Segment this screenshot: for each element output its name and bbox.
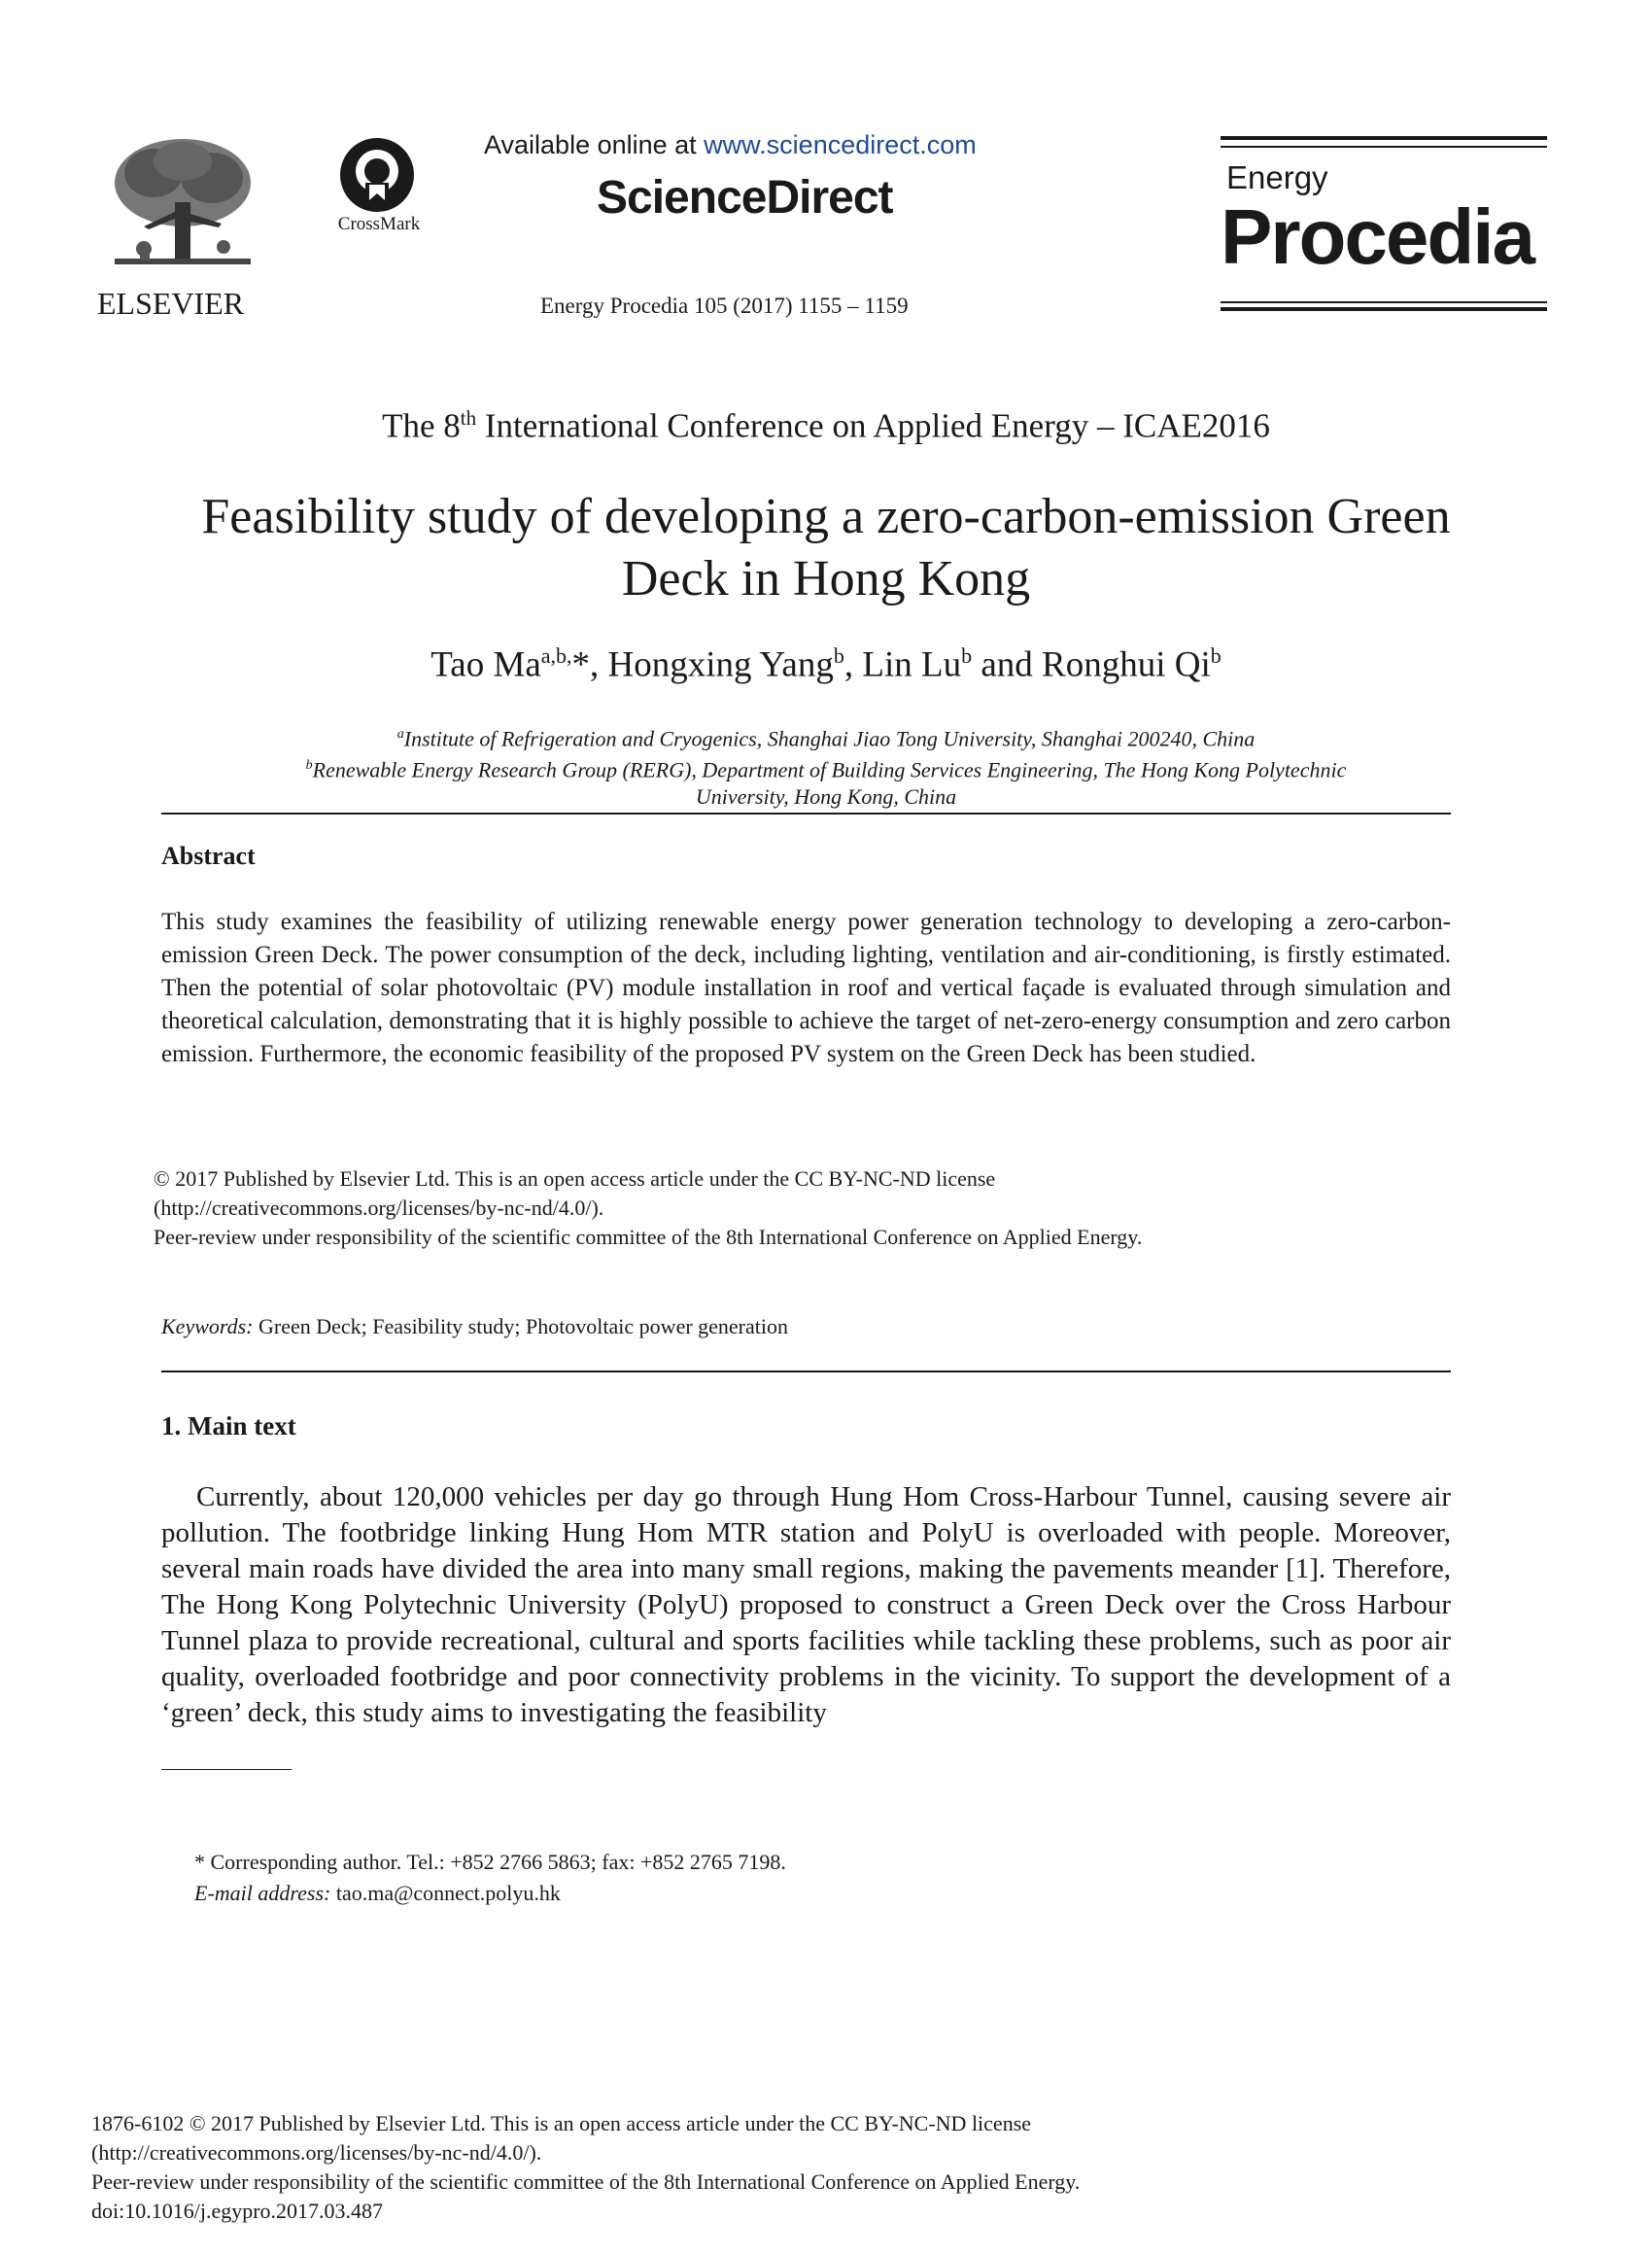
footnote bbox=[194, 1847, 786, 1909]
journal-citation: Energy Procedia 105 (2017) 1155 – 1159 bbox=[540, 294, 909, 318]
email-address[interactable]: tao.ma@connect.polyu.hk bbox=[330, 1881, 561, 1905]
procedia-top-rule bbox=[1221, 136, 1547, 140]
bottom-peer-review-line: Peer-review under responsibility of the scientific committee of the 8th International Conference on Applied Energy. bbox=[91, 2169, 1081, 2194]
license-link[interactable]: (http://creativecommons.org/licenses/by-nc-nd/4.0/). bbox=[154, 1196, 604, 1220]
abstract-heading: Abstract bbox=[161, 842, 256, 870]
author-name: Tao Ma bbox=[430, 644, 541, 685]
author-name: , Lin Lu bbox=[843, 644, 962, 685]
bottom-license-link[interactable]: (http://creativecommons.org/licenses/by-nc-nd/4.0/). bbox=[91, 2140, 542, 2165]
procedia-bottom-rule-thin bbox=[1221, 301, 1547, 303]
journal-name-energy: Energy bbox=[1226, 159, 1328, 195]
abstract-top-rule bbox=[161, 813, 1451, 815]
author-sup: b bbox=[833, 643, 844, 668]
keywords-list: Green Deck; Feasibility study; Photovoltaic power generation bbox=[253, 1314, 788, 1338]
affiliation-a-text: Institute of Refrigeration and Cryogenics, Shanghai Jiao Tong University, Shanghai 200240, China bbox=[403, 726, 1256, 751]
elsevier-tree-logo-icon bbox=[105, 134, 260, 280]
journal-name-procedia: Procedia bbox=[1221, 193, 1533, 280]
affiliation-b-line-1: Renewable Energy Research Group (RERG), Department of Building Services Engineering, The Hong Kong Polytechnic bbox=[312, 757, 1347, 782]
abstract-text: This study examines the feasibility of utilizing renewable energy power generation technology to developing a zero-carbon-emission Green Deck. The power consumption of the deck, including lighting, ventilation and air-conditioning, is firstly estimated. Then the potential of solar photovoltaic (PV) module installation in roof and vertical façade is evaluated through simulation and theoretical calculation, demonstrating that it is highly possible to achieve the target of net-zero-energy consumption and zero carbon emission. Furthermore, the economic feasibility of the proposed PV system on the Green Deck has been studied. bbox=[161, 909, 1451, 1067]
paper-title bbox=[146, 486, 1506, 610]
conference-post: International Conference on Applied Energy – ICAE2016 bbox=[476, 406, 1270, 445]
procedia-top-rule-thin bbox=[1221, 146, 1547, 148]
affiliation-b bbox=[146, 750, 1506, 785]
procedia-bottom-rule bbox=[1221, 307, 1547, 311]
bottom-copyright bbox=[91, 2109, 1080, 2226]
crossmark-label: CrossMark bbox=[337, 214, 421, 234]
conference-name bbox=[0, 406, 1652, 446]
title-line-2: Deck in Hong Kong bbox=[621, 551, 1031, 607]
abstract-bottom-rule bbox=[161, 1370, 1451, 1372]
affiliation-a-sup: a bbox=[396, 727, 404, 742]
conference-sup: th bbox=[460, 406, 477, 430]
author-name: , Hongxing Yang bbox=[590, 644, 834, 685]
corresponding-star: * bbox=[571, 644, 591, 685]
sciencedirect-logo: ScienceDirect bbox=[597, 172, 893, 224]
footnote-rule bbox=[161, 1769, 292, 1770]
body-paragraph bbox=[161, 1479, 1451, 1731]
author-list bbox=[0, 643, 1652, 685]
available-online-text bbox=[484, 130, 977, 160]
doi-line[interactable]: doi:10.1016/j.egypro.2017.03.487 bbox=[91, 2199, 384, 2223]
author-sup: b bbox=[1210, 643, 1222, 668]
email-line bbox=[194, 1878, 786, 1909]
elsevier-wordmark: ELSEVIER bbox=[97, 286, 245, 321]
copyright-line-1: © 2017 Published by Elsevier Ltd. This is an open access article under the CC BY-NC-ND license bbox=[154, 1166, 996, 1191]
email-label: E-mail address: bbox=[194, 1881, 331, 1905]
conference-pre: The 8 bbox=[382, 406, 461, 445]
peer-review-line: Peer-review under responsibility of the scientific committee of the 8th International Conference on Applied Energy. bbox=[154, 1225, 1143, 1249]
issn-copyright-line: 1876-6102 © 2017 Published by Elsevier Ltd. This is an open access article under the CC BY-NC-ND license bbox=[91, 2111, 1032, 2135]
keywords bbox=[161, 1314, 788, 1339]
body-paragraph-text: Currently, about 120,000 vehicles per day go through Hung Hom Cross-Harbour Tunnel, causing severe air pollution. The footbridge linking Hung Hom MTR station and PolyU is overloaded with people. Moreover, several main roads have divided the area into many small regions, making the pavements meander [1]. Therefore, The Hong Kong Polytechnic University (PolyU) proposed to construct a Green Deck over the Cross Harbour Tunnel plaza to provide recreational, cultural and sports facilities while tackling these problems, such as poor air quality, overloaded footbridge and poor connectivity problems in the vicinity. To support the development of a ‘green’ deck, this study aims to investigating the feasibility bbox=[161, 1481, 1451, 1728]
sciencedirect-link[interactable]: www.sciencedirect.com bbox=[704, 130, 977, 159]
corresponding-author-note: * Corresponding author. Tel.: +852 2766 5863; fax: +852 2765 7198. bbox=[194, 1850, 786, 1874]
section-heading: 1. Main text bbox=[161, 1411, 296, 1440]
copyright-block bbox=[154, 1164, 1417, 1252]
crossmark-icon[interactable] bbox=[336, 134, 418, 216]
title-line-1: Feasibility study of developing a zero-carbon-emission Green bbox=[201, 489, 1451, 544]
available-prefix: Available online at bbox=[484, 130, 705, 159]
author-sup: b bbox=[961, 643, 973, 668]
affiliation-b-line-2: University, Hong Kong, China bbox=[695, 784, 957, 809]
author-sup: a,b, bbox=[540, 643, 572, 668]
affiliation-a bbox=[146, 719, 1506, 754]
author-name: and Ronghui Qi bbox=[972, 644, 1211, 685]
affiliation-b-sup: b bbox=[305, 758, 313, 773]
keywords-label: Keywords: bbox=[161, 1314, 254, 1338]
